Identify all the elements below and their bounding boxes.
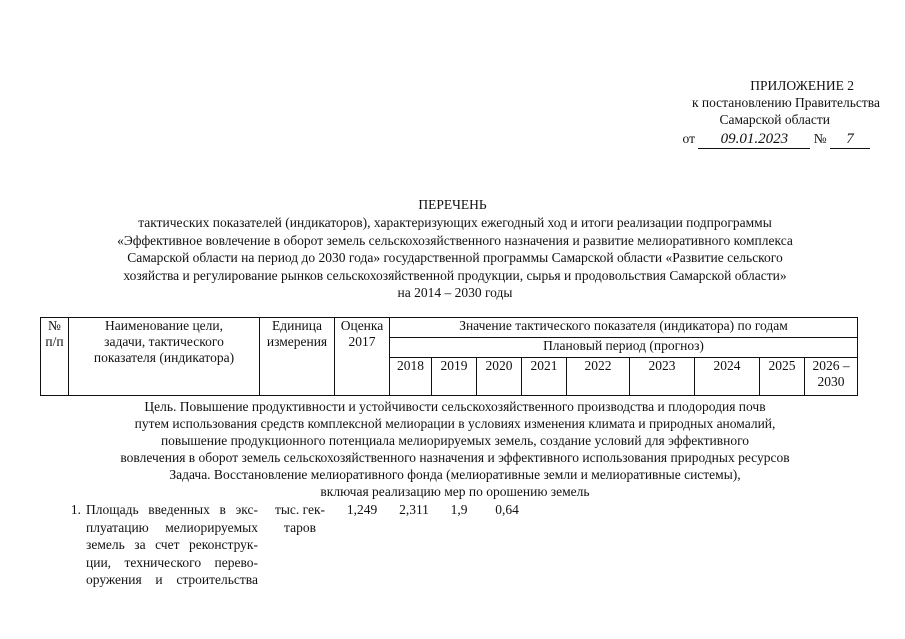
year-2018: 2018	[390, 358, 432, 396]
row-unit	[267, 501, 333, 536]
appendix-header	[600, 77, 880, 149]
task-line: Задача. Восстановление мелиоративного фонда (мелиоративные земли и мелиоративные системы),	[169, 467, 741, 482]
handwritten-number: 7	[830, 131, 870, 149]
col-unit-label: Единица	[271, 318, 322, 333]
row-name-line: ции, технического перево-	[86, 554, 258, 570]
number-prefix: №	[813, 131, 827, 146]
col-name-label: показателя (индикатора)	[93, 350, 235, 365]
col-number-label: п/п	[45, 334, 64, 349]
subtitle-line: на 2014 – 2030 годы	[397, 285, 513, 300]
year-2023: 2023	[630, 358, 695, 396]
date-prefix: от	[682, 131, 695, 146]
row-unit-line: таров	[284, 519, 316, 535]
goal-line: вовлечения в оборот земель сельскохозяйственного назначения и эффективного использования природных ресурсов	[120, 450, 790, 465]
subtitle-line: Самарской области на период до 2030 года» государственной программы Самарской области «Развитие сельского	[127, 250, 783, 265]
year-2019: 2019	[432, 358, 477, 396]
col-unit-label: измерения	[266, 334, 328, 349]
appendix-line2: Самарской области	[719, 112, 830, 127]
subtitle-line: «Эффективное вовлечение в оборот земель сельскохозяйственного назначения и развитие мелиоративного комплекса	[117, 232, 793, 248]
col-name-label: Наименование цели,	[104, 318, 224, 333]
year-2021: 2021	[522, 358, 567, 396]
subtitle-line: хозяйства и регулирование рынков сельскохозяйственной продукции, сырья и продовольствия Самарской области»	[123, 267, 787, 283]
goal-line: Цель. Повышение продуктивности и устойчивости сельскохозяйственного производства и плодородия почв	[144, 399, 766, 414]
col-estimate-label: 2017	[348, 334, 376, 349]
year-range-start: 2026 –	[812, 358, 850, 373]
year-range-end: 2030	[817, 374, 845, 389]
row-name-line: плуатацию мелиорируемых	[86, 519, 258, 535]
col-name-label: задачи, тактического	[104, 334, 224, 349]
appendix-line1: к постановлению Правительства	[691, 95, 880, 110]
row-indicator-name	[86, 501, 258, 589]
row-value-2019: 1,9	[450, 502, 468, 517]
col-number-header	[41, 318, 69, 396]
plan-period-header: Плановый период (прогноз)	[390, 338, 858, 358]
year-2024: 2024	[695, 358, 760, 396]
indicator-table-header	[40, 317, 858, 396]
col-unit-header	[260, 318, 335, 396]
goal-line: повышение продукционного потенциала мелиорируемых земель, создание условий для эффективного	[160, 433, 750, 448]
row-value-estimate-2017: 1,249	[346, 502, 378, 517]
row-name-line: Площадь введенных в экс-	[86, 502, 258, 517]
row-value-2018: 2,311	[399, 502, 429, 517]
row-name-line: оружения и строительства	[86, 572, 258, 587]
year-2025: 2025	[760, 358, 805, 396]
row-name-line: земель за счет реконструк-	[86, 537, 258, 552]
year-2020: 2020	[477, 358, 522, 396]
col-estimate-label: Оценка	[340, 318, 384, 333]
row-unit-line: тыс. гек-	[274, 502, 326, 517]
document-title: ПЕРЕЧЕНЬ	[418, 197, 487, 212]
appendix-title: ПРИЛОЖЕНИЕ 2	[750, 78, 854, 93]
document-subtitle	[60, 214, 850, 302]
goal-text	[60, 398, 850, 500]
col-name-header	[69, 318, 260, 396]
row-number: 1.	[70, 502, 81, 517]
col-estimate-header	[335, 318, 390, 396]
year-2022: 2022	[567, 358, 630, 396]
goal-line: путем использования средств комплексной мелиорации в условиях изменения климата и природных аномалий,	[134, 416, 776, 431]
values-header: Значение тактического показателя (индикатора) по годам	[390, 318, 858, 338]
subtitle-line: тактических показателей (индикаторов), характеризующих ежегодный ход и итоги реализации подпрограммы	[138, 215, 772, 230]
appendix-signature-line	[600, 130, 880, 149]
year-2026-2030	[805, 358, 858, 396]
col-number-label: №	[48, 318, 61, 333]
handwritten-date: 09.01.2023	[698, 131, 810, 149]
row-value-2020: 0,64	[495, 502, 519, 517]
task-line: включая реализацию мер по орошению земель	[320, 484, 590, 499]
